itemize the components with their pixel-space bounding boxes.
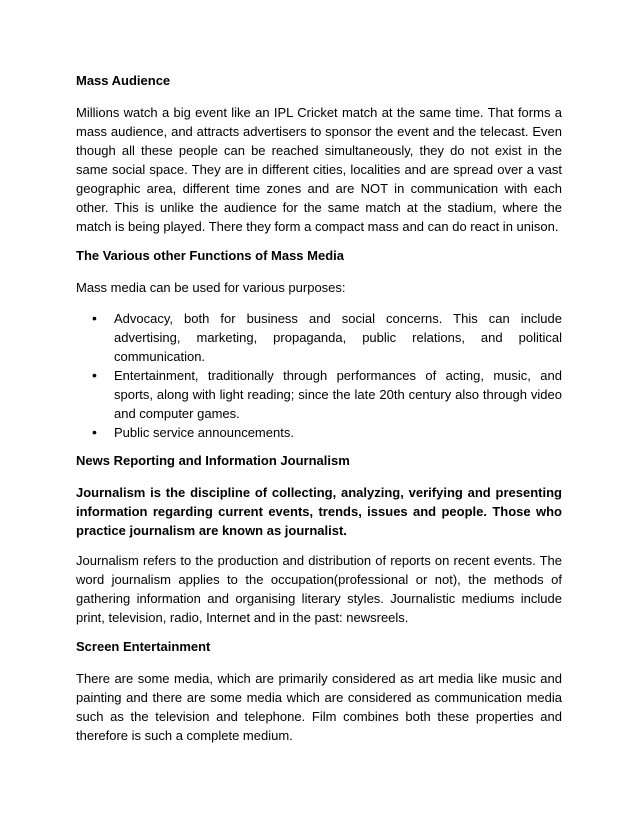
heading-mass-audience: Mass Audience <box>76 73 171 88</box>
paragraph-mass-audience: Millions watch a big event like an IPL Cricket match at the same time. That forms a mass audience, and attracts advertisers to sponsor the event and the telecast. Even though all these people can be reached simultaneously, they do not exist in the same social space. They are in different cities, localities and are spread over a vast geographic area, different time zones and are NOT in communication with each other. This is unlike the audience for the same match at the stadium, where the match is being played. There they form a compact mass and can do react in unison. <box>76 105 562 234</box>
functions-bullet-list <box>76 309 562 442</box>
heading-functions-of-mass-media: The Various other Functions of Mass Media <box>76 248 344 263</box>
paragraph-functions-intro: Mass media can be used for various purposes: <box>76 280 346 295</box>
list-item: • Public service announcements. <box>114 423 562 442</box>
heading-news-reporting: News Reporting and Information Journalism <box>76 453 350 468</box>
paragraph-journalism-definition: Journalism is the discipline of collecting, analyzing, verifying and presenting information regarding current events, trends, issues and people. Those who practice journalism are known as journalist. <box>76 485 562 538</box>
heading-screen-entertainment: Screen Entertainment <box>76 639 211 654</box>
paragraph-journalism-details: Journalism refers to the production and distribution of reports on recent events. The word journalism applies to the occupation(professional or not), the methods of gathering information and organising literary styles. Journalistic mediums include print, television, radio, Internet and in the past: newsreels. <box>76 553 562 625</box>
list-item: • Entertainment, traditionally through performances of acting, music, and sports, along with light reading; since the late 20th century also through video and computer games. <box>114 366 562 423</box>
paragraph-screen-entertainment: There are some media, which are primarily considered as art media like music and painting and there are some media which are considered as communication media such as the television and telephone. Film combines both these properties and therefore is such a complete medium. <box>76 671 562 743</box>
list-item: • Advocacy, both for business and social concerns. This can include advertising, marketing, propaganda, public relations, and political communication. <box>114 309 562 366</box>
